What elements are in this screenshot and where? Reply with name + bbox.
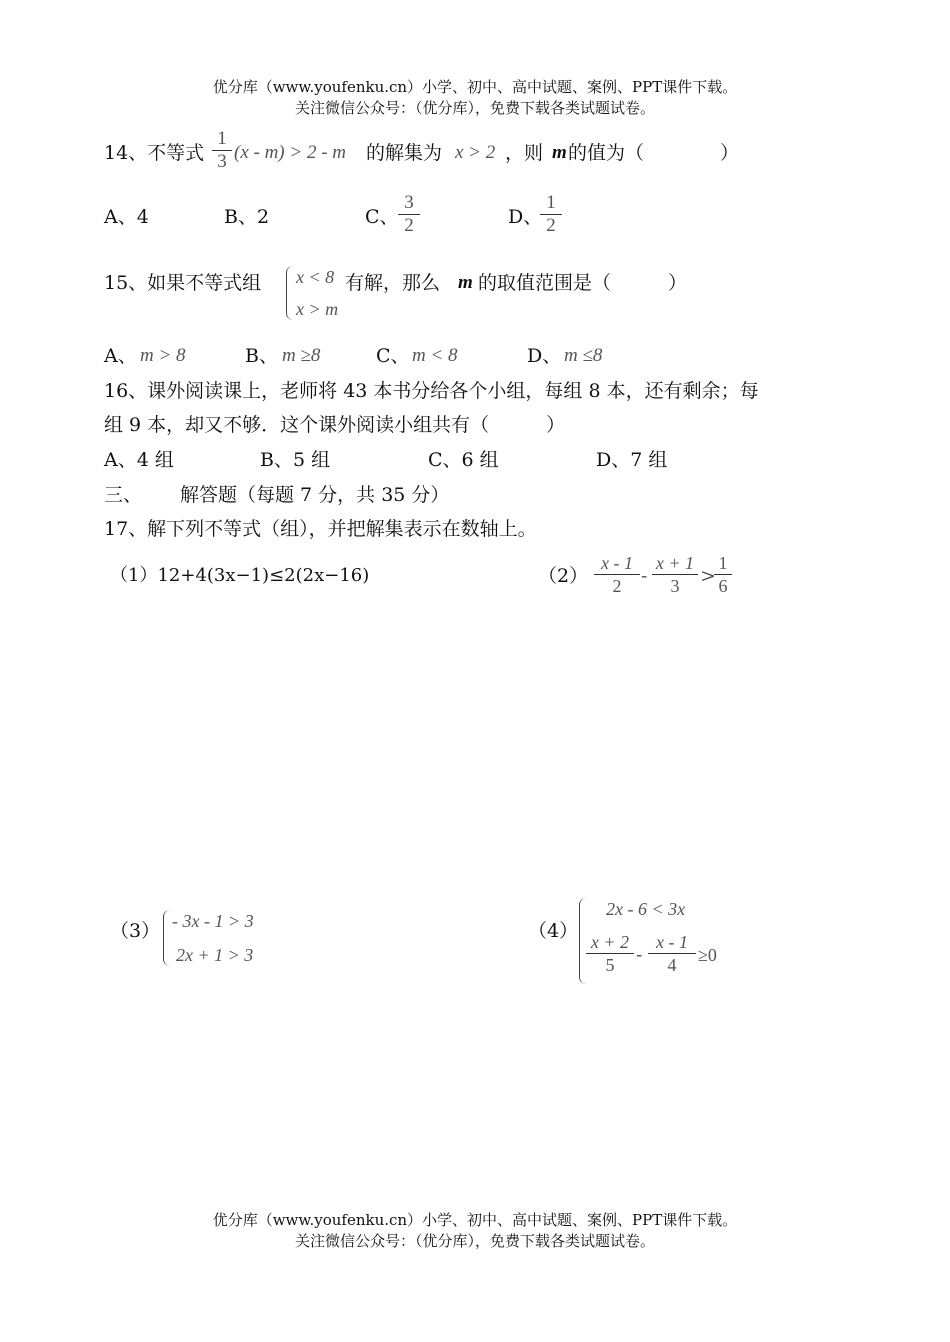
- q17-part-2-gt: >: [700, 565, 716, 587]
- header-line-2: 关注微信公众号：（优分库），免费下载各类试题试卷。: [294, 99, 655, 117]
- q14-frac-num: 1: [212, 128, 232, 151]
- q14-option-c-den: 2: [404, 215, 414, 236]
- q16-option-d: D、7 组: [596, 449, 668, 471]
- q17-part-4-label: （4）: [528, 920, 579, 942]
- q17-part-4-den-2: 4: [667, 955, 677, 975]
- q14-option-b: B、2: [224, 206, 270, 228]
- q17-part-2-den-2: 3: [670, 576, 680, 596]
- q15-option-b-label: B、: [245, 345, 278, 367]
- q15-var-m: m: [458, 272, 473, 293]
- q16-option-b: B、5 组: [260, 449, 331, 471]
- q15-brace: [286, 266, 293, 320]
- q16-line-2: 组 9 本，却又不够．这个课外阅读小组共有（ ）: [104, 414, 566, 436]
- q17-part-2-minus: -: [641, 565, 648, 587]
- q17-part-4-line-1: 2x - 6 < 3x: [606, 899, 686, 919]
- q17-part-4-den-1: 5: [605, 955, 615, 975]
- q15-option-c-label: C、: [376, 345, 410, 367]
- q15-option-d-label: D、: [527, 345, 562, 367]
- q15-option-d: m ≤8: [564, 345, 603, 366]
- q14-var-m: m: [552, 142, 567, 163]
- q17-title: 17、解下列不等式（组），并把解集表示在数轴上。: [104, 518, 537, 540]
- q14-tail-a: ，则: [505, 142, 544, 164]
- q17-part-3-line-1: - 3x - 1 > 3: [172, 911, 254, 931]
- q15-option-a-label: A、: [104, 345, 137, 367]
- q14-mid: 的解集为: [366, 142, 443, 164]
- q14-condition: x > 2: [455, 142, 496, 163]
- q17-part-3-label: （3）: [110, 920, 161, 942]
- q14-option-d-den: 2: [546, 215, 556, 236]
- q17-part-4-num-2: x - 1: [648, 931, 696, 954]
- q17-part-4-frac-1: [586, 931, 634, 976]
- q14-option-a: A、4: [104, 206, 149, 228]
- q17-part-2-frac-2: [652, 552, 698, 597]
- q17-part-2-num-2: x + 1: [652, 552, 698, 575]
- q14-option-c-num: 3: [398, 192, 420, 215]
- q17-part-2-frac-1: [594, 552, 640, 597]
- q14-option-d-num: 1: [540, 192, 562, 215]
- q15-option-a: m > 8: [140, 345, 186, 366]
- q17-part-1: （1）12+4(3x−1)≤2(2x−16): [110, 565, 370, 586]
- q17-part-4-frac-2: [648, 931, 696, 976]
- q17-part-2-label: （2）: [538, 565, 589, 587]
- q14-fraction: [212, 128, 232, 173]
- q17-part-4-num-1: x + 2: [586, 931, 634, 954]
- q17-part-4-brace: [579, 898, 586, 984]
- q16-option-a: A、4 组: [104, 449, 174, 471]
- q14-tail-b: 的值为（ ）: [568, 142, 740, 164]
- q17-part-4-minus: -: [636, 944, 643, 966]
- q17-part-2-den-3: 6: [718, 576, 728, 596]
- q17-part-2-num-1: x - 1: [594, 552, 640, 575]
- section-3-label: 三、: [104, 484, 143, 506]
- q17-part-3-brace: [163, 910, 170, 966]
- q17-part-2-den-1: 2: [612, 576, 622, 596]
- q16-line-1: 16、课外阅读课上，老师将 43 本书分给各个小组，每组 8 本，还有剩余；每: [104, 380, 759, 402]
- q15-option-c: m < 8: [412, 345, 458, 366]
- q14-frac-den: 3: [217, 151, 227, 172]
- q15-system-line-2: x > m: [296, 299, 339, 319]
- q17-part-4-tail: ≥0: [698, 945, 717, 965]
- q14-expression: (x - m) > 2 - m: [234, 142, 347, 163]
- q17-part-2-num-3: 1: [714, 552, 732, 575]
- footer-line-2: 关注微信公众号：（优分库），免费下载各类试题试卷。: [294, 1232, 655, 1250]
- q15-mid: 有解，那么: [345, 272, 441, 294]
- q15-system-line-1: x < 8: [296, 267, 335, 287]
- q14-option-c-fraction: [398, 192, 420, 237]
- q14-prefix: 14、不等式: [104, 142, 205, 164]
- q15-tail: 的取值范围是（ ）: [478, 272, 688, 294]
- section-3-title: 解答题（每题 7 分，共 35 分）: [180, 484, 450, 506]
- header-line-1: 优分库（www.youfenku.cn）小学、初中、高中试题、案例、PPT课件下载。: [212, 78, 738, 96]
- footer-line-1: 优分库（www.youfenku.cn）小学、初中、高中试题、案例、PPT课件下载。: [212, 1211, 738, 1229]
- q14-option-c-label: C、: [365, 206, 399, 228]
- q14-option-d-fraction: [540, 192, 562, 237]
- q17-part-2-frac-3: [714, 552, 732, 597]
- q15-option-b: m ≥8: [282, 345, 321, 366]
- q17-part-3-line-2: 2x + 1 > 3: [176, 945, 254, 965]
- q15-prefix: 15、如果不等式组: [104, 272, 262, 294]
- q14-option-d-label: D、: [508, 206, 543, 228]
- q16-option-c: C、6 组: [428, 449, 499, 471]
